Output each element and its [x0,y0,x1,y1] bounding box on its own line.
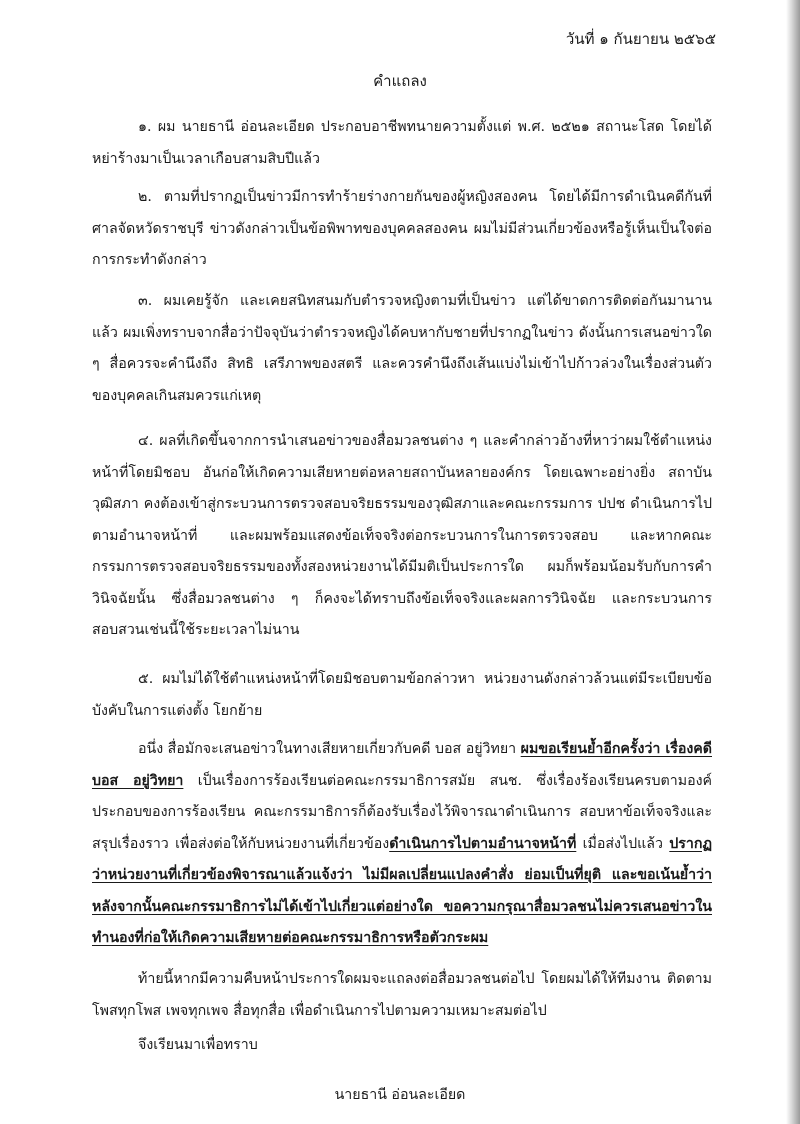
paragraph-5-text: ๕. ผมไม่ได้ใช้ตำแหน่งหน้าที่โดยมิชอบตามข้อกล่าวหา หน่วยงานดังกล่าวล้วนแต่มีระเบียบข้อบังคับในการแต่งตั้ง โยกย้าย [92,671,712,719]
page-edge-shadow [786,0,800,1124]
paragraph-4 [92,426,712,647]
paragraph-2-text: ๒. ตามที่ปรากฏเป็นข่าวมีการทำร้ายร่างกายกันของผู้หญิงสองคน โดยได้มีการดำเนินคดีกันที่ศาลจัดหวัดราชบุรี ข่าวดังกล่าวเป็นข้อพิพาทของบุคคลสองคน ผมไม่มีส่วนเกี่ยวข้องหรือรู้เห็นเป็นใจต่อการกระทำดังกล่าว [92,189,712,268]
document-date: วันที่ ๑ กันยายน ๒๕๖๕ [565,30,716,48]
paragraph-3-text: ๓. ผมเคยรู้จัก และเคยสนิทสนมกับตำรวจหญิงตามที่เป็นข่าว แต่ได้ขาดการติดต่อกันมานานแล้ว ผมเพิ่งทราบจากสื่อว่าปัจจุบันว่าตำรวจหญิงได้คบหากับชายที่ปรากฏในข่าว ดังนั้นการเสนอข่าวใด ๆ สื่อควรจะคำนึงถึง สิทธิ เสรีภาพของสตรี และควรคำนึงถึงเส้นแบ่งไม่เข้าไปก้าวล่วงในเรื่องส่วนตัวของบุคคลเกินสมควรแก่เหตุ [92,293,712,404]
paragraph-6-connector: เมื่อส่งไปแล้ว [576,835,670,852]
paragraph-7-text: ท้ายนี้หากมีความคืบหน้าประการใดผมจะแถลงต่อสื่อมวลชนต่อไป โดยผมได้ให้ทีมงาน ติดตามโพสทุกโพส เพจทุกเพจ สื่อทุกสื่อ เพื่อดำเนินการไปตามความเหมาะสมต่อไป [92,971,712,1019]
paragraph-6-emphasis-case: ผมขอเรียนย้ำอีกครั้งว่า เรื่องคดี บอส อยู่วิทยา [92,741,712,789]
signature-name: นายธานี อ่อนละเอียด [334,1087,466,1103]
closing-line: จึงเรียนมาเพื่อทราบ [138,1037,258,1053]
paragraph-6-emphasis-duty: ดำเนินการไปตามอำนาจหน้าที่ [389,835,577,852]
paragraph-7 [92,964,712,1027]
document-title: คำแถลง [373,72,427,90]
paragraph-4-text: ๔. ผลที่เกิดขึ้นจากการนำเสนอข่าวของสื่อมวลชนต่าง ๆ และคำกล่าวอ้างที่หาว่าผมใช้ตำแหน่งหน้าที่โดยมิชอบ อันก่อให้เกิดความเสียหายต่อหลายสถาบันหลายองค์กร โดยเฉพาะอย่างยิ่ง สถาบันวุฒิสภา คงต้องเข้าสู่กระบวนการตรวจสอบจริยธรรมของวุฒิสภาและคณะกรรมการ ปปช ดำเนินการไปตามอำนาจหน้าที่ และผมพร้อมแสดงข้อเท็จจริงต่อกระบวนการในการตรวจสอบ และหากคณะกรรมการตรวจสอบจริยธรรมของทั้งสองหน่วยงานได้มีมติเป็นประการใด ผมก็พร้อมน้อมรับกับการคำวินิจฉัยนั้น ซึ่งสื่อมวลชนต่าง ๆ ก็คงจะได้ทราบถึงข้อเท็จจริงและผลการวินิจฉัย และกระบวนการสอบสวนเช่นนี้ใช้ระยะเวลาไม่นาน [92,433,712,638]
paragraph-1 [92,112,712,175]
paragraph-6 [92,734,712,955]
paragraph-3 [92,286,712,412]
paragraph-2 [92,182,712,277]
paragraph-6-body: เป็นเรื่องการร้องเรียนต่อคณะกรรมาธิการสมัย สนช. ซึ่งเรื่องร้องเรียนครบตามองค์ประกอบของการร้องเรียน คณะกรรมาธิการก็ต้องรับเรื่องไว้พิจารณาดำเนินการ สอบหาข้อเท็จจริงและสรุปเรื่องราว เพื่อส่งต่อให้กับหน่วยงานที่เกี่ยวข้อง [92,772,713,852]
paragraph-6-emphasis-conclusion: ปรากฏว่าหน่วยงานที่เกี่ยวข้องพิจารณาแล้วแจ้งว่า ไม่มีผลเปลี่ยนแปลงคำสั่ง ย่อมเป็นที่ยุติ และขอเน้นย้ำว่าหลังจากนั้นคณะกรรมาธิการไม่ได้เข้าไปเกี่ยวแต่อย่างใด ขอความกรุณาสื่อมวลชนไม่ควรเสนอข่าวในทำนองที่ก่อให้เกิดความเสียหายต่อคณะกรรมาธิการหรือตัวกระผม [92,835,713,946]
paragraph-5 [92,664,712,727]
paragraph-6-intro: อนึ่ง สื่อมักจะเสนอข่าวในทางเสียหายเกี่ยวกับคดี บอส อยู่วิทยา [138,741,521,757]
paragraph-1-text: ๑. ผม นายธานี อ่อนละเอียด ประกอบอาชีพทนายความตั้งแต่ พ.ศ. ๒๕๒๑ สถานะโสด โดยได้หย่าร้างมาเป็นเวลาเกือบสามสิบปีแล้ว [92,119,712,167]
